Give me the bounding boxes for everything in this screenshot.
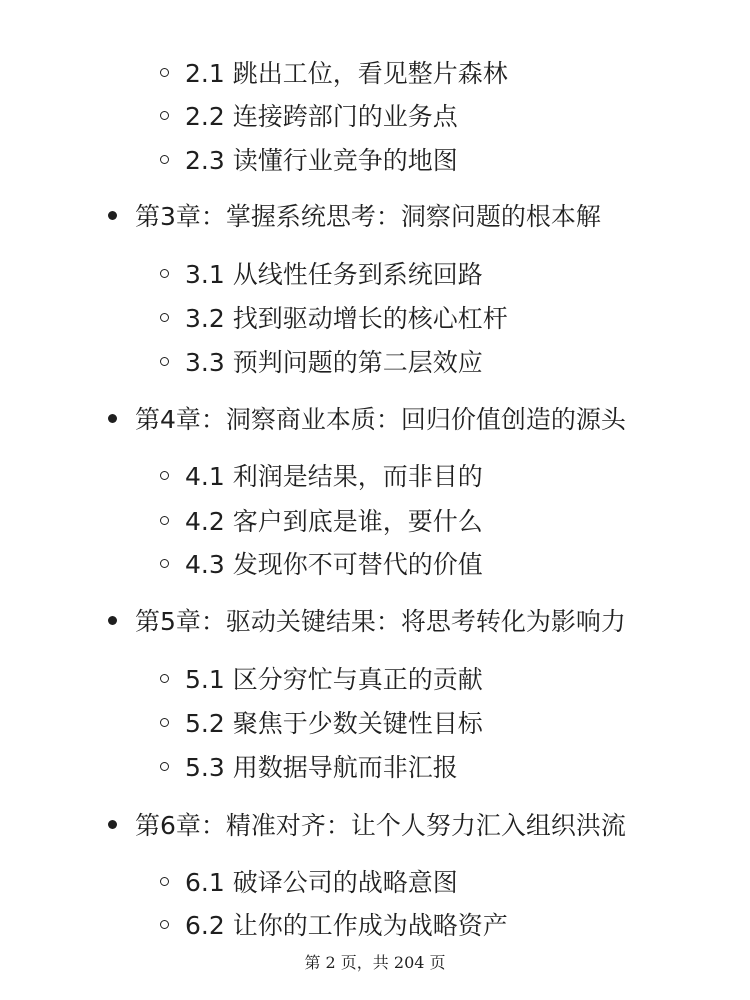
- outline-section-4-2: [160, 502, 483, 538]
- filled-bullet-icon: [108, 211, 117, 220]
- outline-text: 6.1 破译公司的战略意图: [185, 868, 458, 897]
- outline-text: 2.2 连接跨部门的业务点: [185, 102, 458, 131]
- outline-chapter-4: [108, 400, 626, 436]
- outline-chapter-6: [108, 806, 626, 842]
- outline-section-3-2: [160, 299, 508, 335]
- outline-text: 第4章：洞察商业本质：回归价值创造的源头: [135, 405, 626, 434]
- hollow-bullet-icon: [160, 516, 169, 525]
- filled-bullet-icon: [108, 820, 117, 829]
- outline-text: 4.3 发现你不可替代的价值: [185, 550, 483, 579]
- outline-section-5-3: [160, 748, 458, 784]
- hollow-bullet-icon: [160, 357, 169, 366]
- outline-section-5-2: [160, 704, 483, 740]
- outline-section-3-1: [160, 255, 483, 291]
- outline-text: 4.2 客户到底是谁，要什么: [185, 507, 483, 536]
- outline-section-3-3: [160, 343, 483, 379]
- outline-section-4-3: [160, 545, 483, 581]
- hollow-bullet-icon: [160, 559, 169, 568]
- outline-text: 6.2 让你的工作成为战略资产: [185, 911, 508, 940]
- hollow-bullet-icon: [160, 920, 169, 929]
- hollow-bullet-icon: [160, 471, 169, 480]
- outline-section-5-1: [160, 660, 483, 696]
- outline-text: 3.2 找到驱动增长的核心杠杆: [185, 304, 508, 333]
- outline-text: 第3章：掌握系统思考：洞察问题的根本解: [135, 202, 601, 231]
- outline-text: 5.2 聚焦于少数关键性目标: [185, 709, 483, 738]
- outline-text: 第5章：驱动关键结果：将思考转化为影响力: [135, 607, 626, 636]
- outline-text: 4.1 利润是结果，而非目的: [185, 462, 483, 491]
- outline-section-6-1: [160, 863, 458, 899]
- outline-text: 3.1 从线性任务到系统回路: [185, 260, 483, 289]
- page-number-footer: 第 2 页，共 204 页: [304, 953, 446, 972]
- filled-bullet-icon: [108, 616, 117, 625]
- hollow-bullet-icon: [160, 313, 169, 322]
- outline-section-2-1: [160, 54, 508, 90]
- outline-text: 5.1 区分穷忙与真正的贡献: [185, 665, 483, 694]
- outline-chapter-5: [108, 602, 626, 638]
- hollow-bullet-icon: [160, 718, 169, 727]
- outline-section-4-1: [160, 457, 483, 493]
- hollow-bullet-icon: [160, 68, 169, 77]
- outline-text: 第6章：精准对齐：让个人努力汇入组织洪流: [135, 811, 626, 840]
- hollow-bullet-icon: [160, 155, 169, 164]
- hollow-bullet-icon: [160, 674, 169, 683]
- outline-text: 2.3 读懂行业竞争的地图: [185, 146, 458, 175]
- hollow-bullet-icon: [160, 762, 169, 771]
- outline-section-2-2: [160, 97, 458, 133]
- outline-text: 5.3 用数据导航而非汇报: [185, 753, 458, 782]
- filled-bullet-icon: [108, 414, 117, 423]
- hollow-bullet-icon: [160, 269, 169, 278]
- outline-chapter-3: [108, 197, 601, 233]
- outline-text: 3.3 预判问题的第二层效应: [185, 348, 483, 377]
- outline-section-6-2: [160, 906, 508, 942]
- outline-section-2-3: [160, 141, 458, 177]
- hollow-bullet-icon: [160, 111, 169, 120]
- hollow-bullet-icon: [160, 877, 169, 886]
- outline-text: 2.1 跳出工位，看见整片森林: [185, 59, 508, 88]
